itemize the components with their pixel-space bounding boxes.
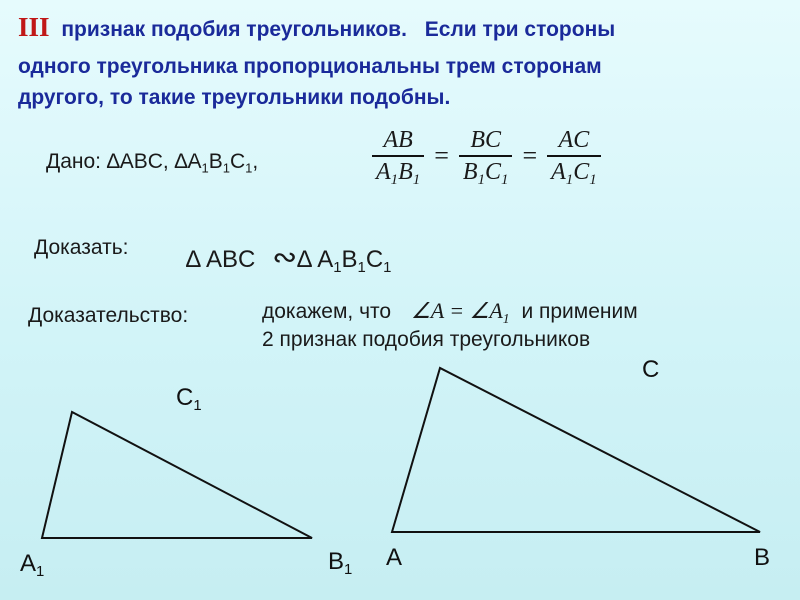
ratio-ab: $\frac{AB}{A_1B_1}$ bbox=[372, 128, 424, 184]
prove-triangle-abc: ABC bbox=[206, 246, 256, 273]
vertex-b-label: B bbox=[754, 544, 771, 571]
vertex-a1-label: $A_1$ bbox=[20, 550, 45, 581]
prove-triangle-a1b1c1: $A_1B_1C_1$ bbox=[317, 246, 392, 277]
vertex-b1-label: $B_1$ bbox=[328, 548, 353, 579]
equals-sign: = bbox=[522, 140, 538, 170]
triangle-a1b1c1 bbox=[42, 412, 312, 538]
vertex-c1-label: $C_1$ bbox=[176, 384, 202, 415]
proof-label: Доказательство: bbox=[28, 304, 189, 327]
title-line1: признак подобия треугольников. bbox=[61, 18, 407, 41]
angle-equality: ∠A = $\angle A_1$ bbox=[410, 298, 510, 326]
title-line2: одного треугольника пропорциональны трем сторонам bbox=[18, 55, 602, 78]
ratio-ac: $\frac{AC}{A_1C_1}$ bbox=[547, 128, 601, 184]
title-line3: другого, то такие треугольники подобны. bbox=[18, 86, 451, 109]
similar-icon: ∾ bbox=[272, 241, 296, 274]
given-triangle-a1b1c1: $A_1B_1C_1$, bbox=[187, 150, 259, 176]
equals-sign: = bbox=[434, 140, 449, 170]
ratio-bc: $\frac{BC}{B_1C_1}$ bbox=[459, 128, 513, 184]
prove-label: Доказать: bbox=[34, 236, 129, 259]
triangle-abc bbox=[392, 368, 760, 532]
vertex-a-label: A bbox=[386, 544, 403, 571]
given-triangle-abc: ABC, bbox=[119, 150, 169, 173]
proof-line2: 2 признак подобия треугольников bbox=[262, 328, 591, 351]
vertex-c-label: C bbox=[642, 356, 660, 383]
given-label: Дано: bbox=[46, 150, 102, 173]
delta-icon: ∆ bbox=[186, 246, 201, 273]
angle-icon: ∠ bbox=[410, 298, 431, 323]
title-line1b: Если три стороны bbox=[424, 18, 616, 41]
proof-line1: докажем, что ∠A = $\angle A_1$ и применим bbox=[262, 298, 638, 326]
roman-numeral: III bbox=[18, 12, 50, 42]
delta-icon: ∆ bbox=[174, 150, 188, 173]
angle-icon: ∠ bbox=[469, 298, 490, 323]
delta-icon: ∆ bbox=[297, 246, 312, 273]
delta-icon: ∆ bbox=[106, 150, 120, 173]
